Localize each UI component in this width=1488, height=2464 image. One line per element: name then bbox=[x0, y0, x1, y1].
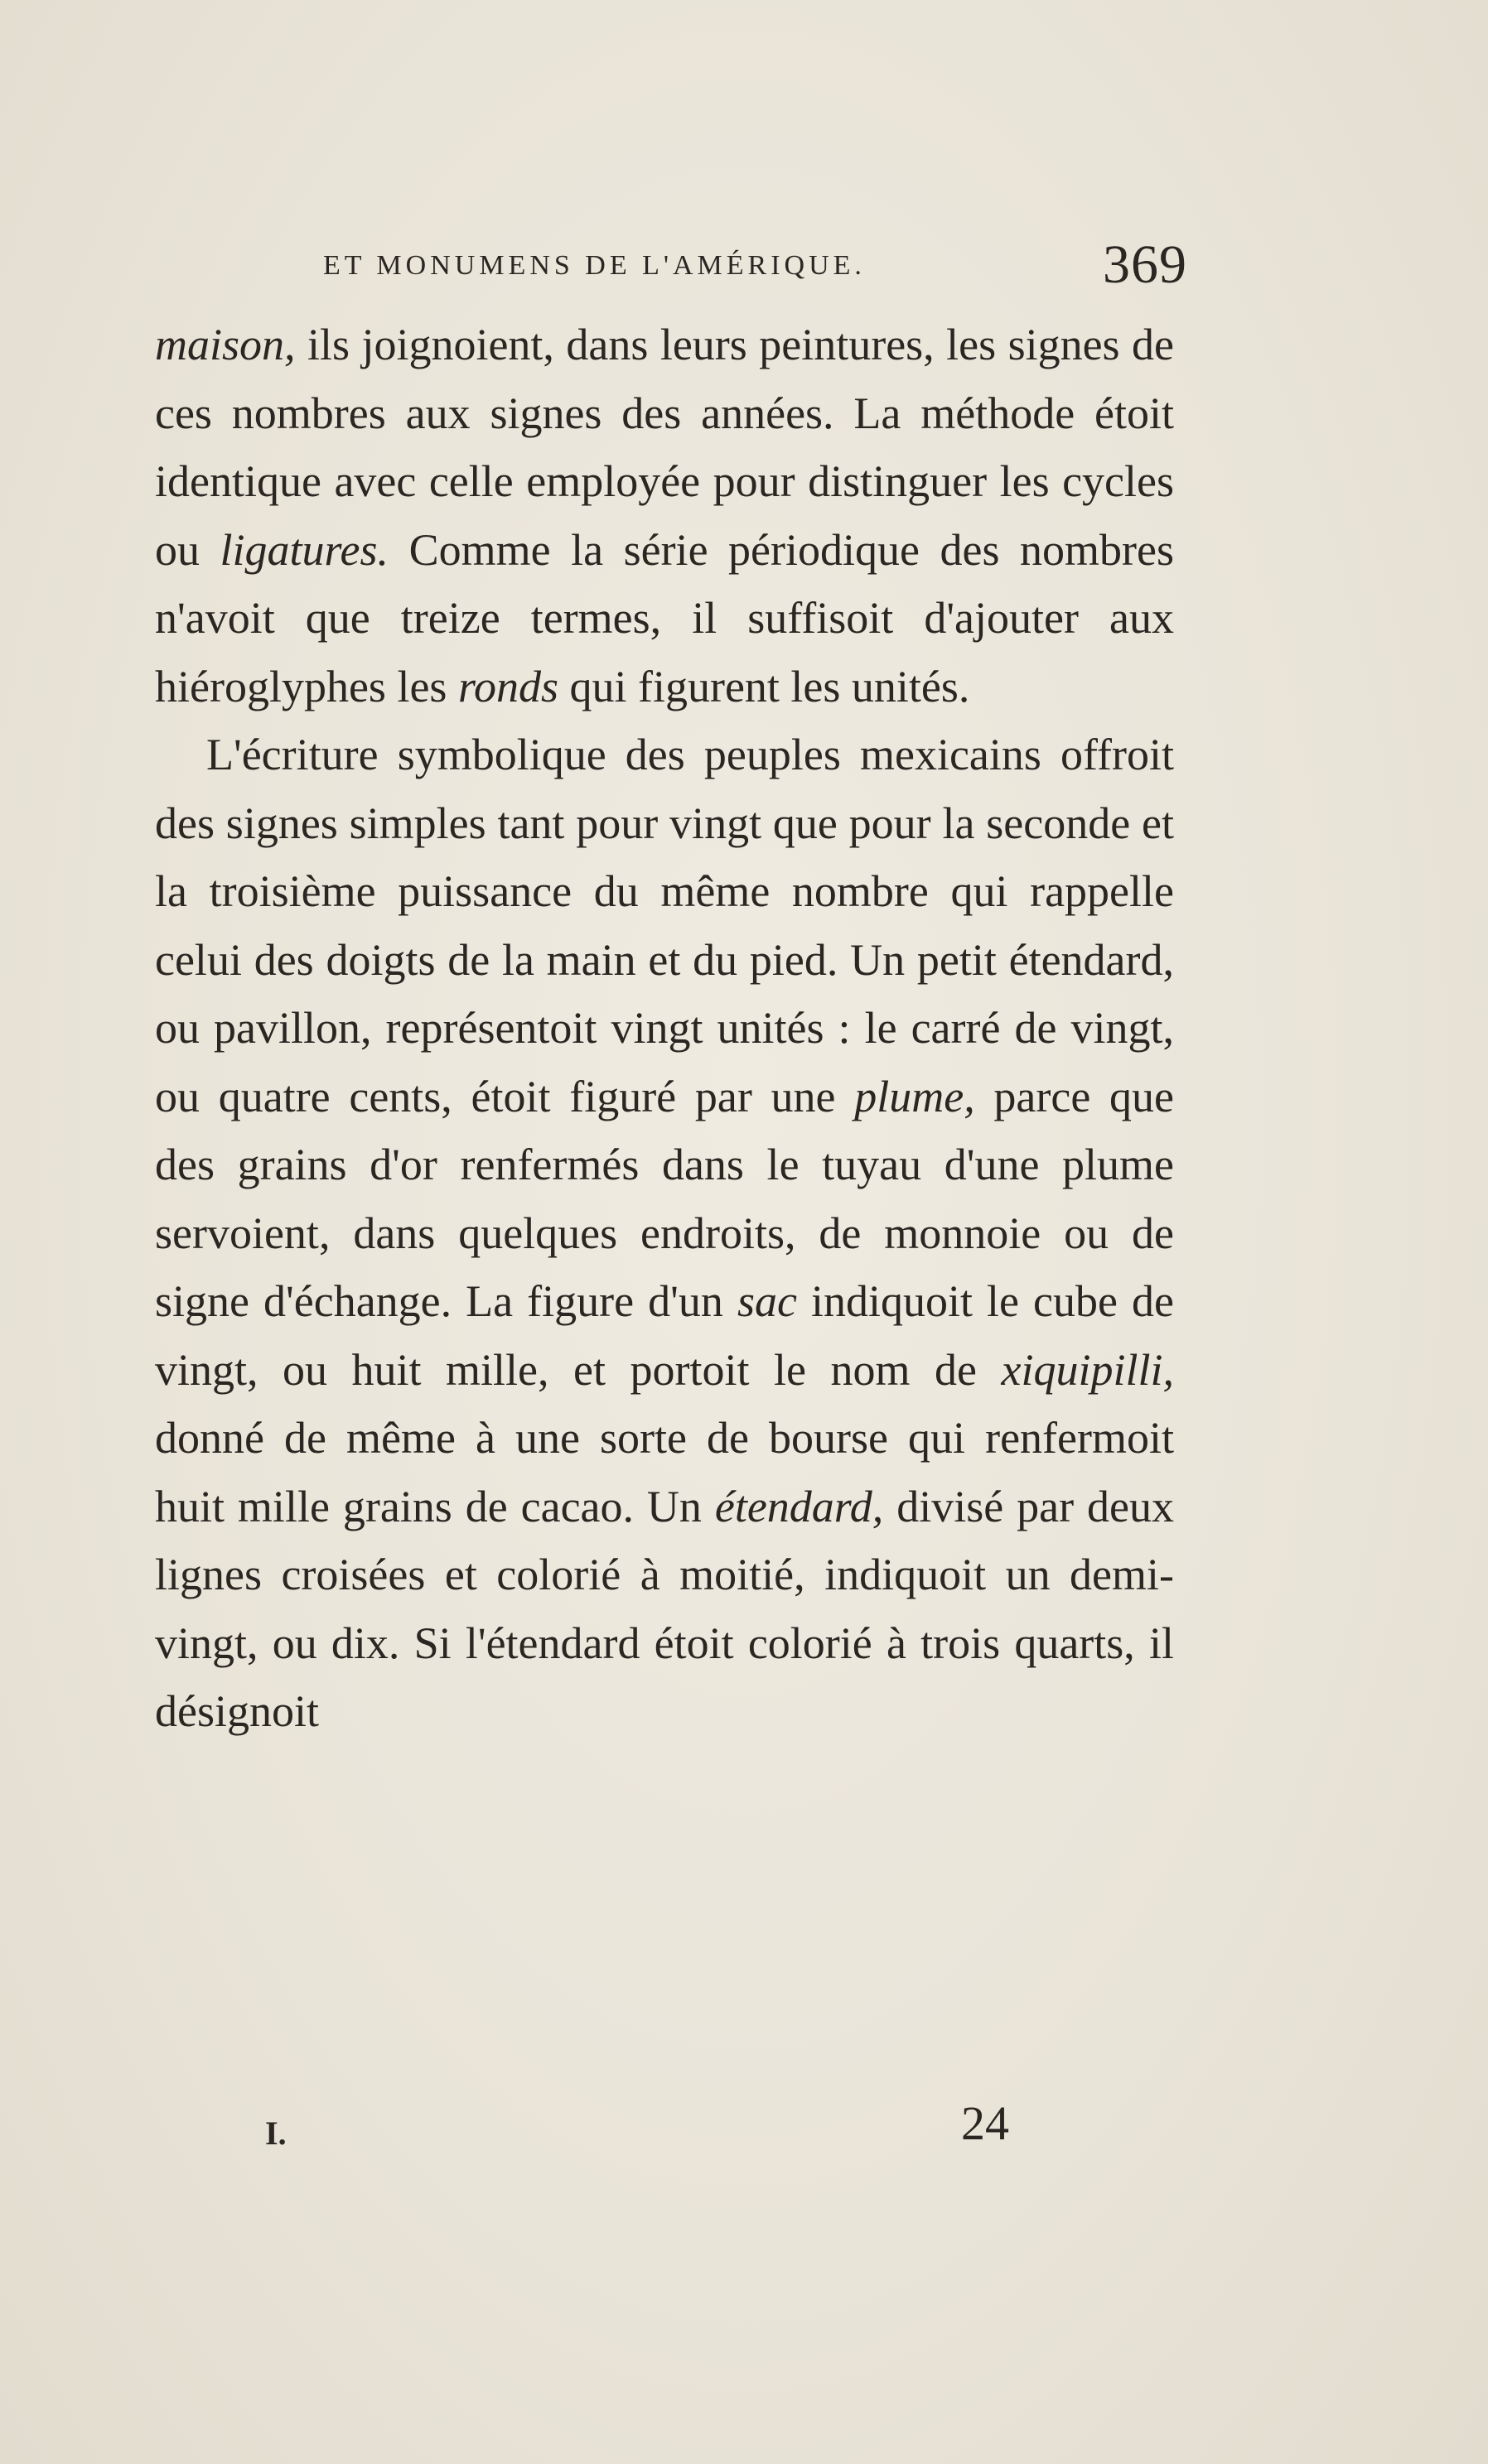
text-run: qui figurent les unités. bbox=[558, 661, 970, 711]
italic-run: xiquipilli, bbox=[1001, 1344, 1174, 1395]
italic-run: plume, bbox=[854, 1071, 975, 1121]
gathering-signature: 24 bbox=[961, 2096, 1009, 2150]
text-run: indiquoit le cube de vingt, ou huit mille, et portoit le nom de bbox=[155, 1276, 1174, 1395]
italic-run: sac bbox=[737, 1276, 797, 1326]
italic-run: maison, bbox=[155, 320, 296, 369]
volume-signature: I. bbox=[265, 2114, 287, 2152]
text-run: donné de même à une sorte de bourse qui renfermoit huit mille grains de cacao. Un bbox=[155, 1413, 1174, 1531]
paragraph bbox=[155, 721, 1174, 1746]
page-number: 369 bbox=[1103, 234, 1187, 295]
text-run: parce que des grains d'or renfermés dans le tuyau d'une plume servoient, dans quelques endroits, de monnoie ou de signe d'échange. La figure d'un bbox=[155, 1071, 1174, 1326]
italic-run: ronds bbox=[457, 661, 558, 711]
italic-run: étendard, bbox=[714, 1481, 884, 1531]
text-run: Comme la série périodique des nombres n'avoit que treize termes, il suffisoit d'ajouter aux hiéroglyphes les bbox=[155, 524, 1174, 711]
text-run: ils joignoient, dans leurs peintures, les signes de ces nombres aux signes des années. La méthode étoit identique avec celle employée pour distinguer les cycles ou bbox=[155, 320, 1174, 575]
paragraph bbox=[155, 311, 1174, 721]
running-title: ET MONUMENS DE L'AMÉRIQUE. bbox=[323, 250, 866, 281]
page-footer bbox=[249, 2095, 1044, 2162]
italic-run: ligatures. bbox=[220, 524, 389, 575]
text-run: divisé par deux lignes croisées et colorié à moitié, indiquoit un demi-vingt, ou dix. Si l'étendard étoit colorié à trois quarts, il désignoit bbox=[155, 1481, 1175, 1736]
body-text bbox=[155, 311, 1174, 1746]
text-run: L'écriture symbolique des peuples mexicains offroit des signes simples tant pour vingt que pour la seconde et la troisième puissance du même nombre qui rappelle celui des doigts de la main et du pied. Un petit étendard, ou pavillon, représentoit vingt unités : le carré de vingt, ou quatre cents, étoit figuré par une bbox=[155, 730, 1174, 1121]
